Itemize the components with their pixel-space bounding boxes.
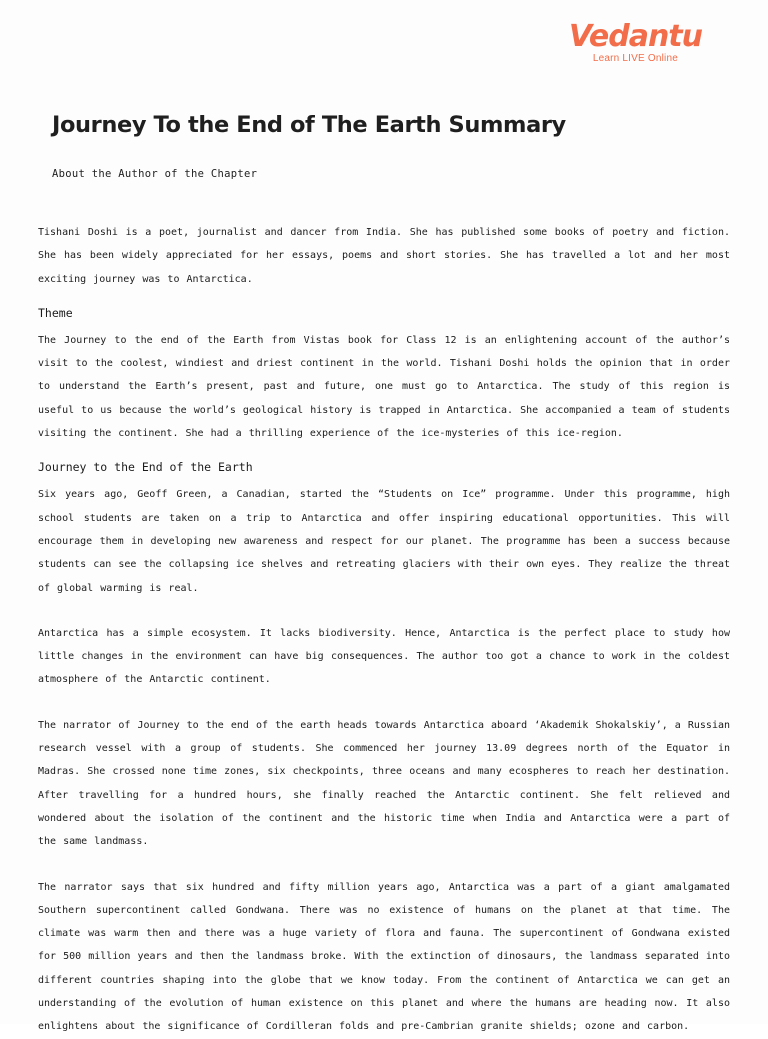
theme-paragraph: The Journey to the end of the Earth from Vistas book for Class 12 is an enlightening account of the author’s visit to the coolest, windiest and driest continent in the world. Tishani Doshi holds the opinion that in order to understand the Earth’s present, past and future, one must go to Antarctica. The study of this region is useful to us because the world’s geological history is trapped in Antarctica. She accompanied a team of students visiting the continent. She had a thrilling experience of the ice-mysteries of this ice-region. bbox=[38, 334, 730, 440]
author-paragraph: Tishani Doshi is a poet, journalist and dancer from India. She has published some books of poetry and fiction. She has been widely appreciated for her essays, poems and short stories. She has travelled a lot and her most exciting journey was to Antarctica. bbox=[38, 227, 730, 285]
journey-paragraph-3: The narrator of Journey to the end of the earth heads towards Antarctica aboard ‘Akademik Shokalskiy’, a Russian research vessel with a group of students. She commenced her journey 13.09 degrees north of the Equator in Madras. She crossed none time zones, six checkpoints, three oceans and many ecospheres to reach her destination. After travelling for a hundred hours, she finally reached the Antarctic continent. She felt relieved and wondered about the isolation of the continent and the historic time when India and Antarctica were a part of the same landmass. bbox=[38, 719, 730, 848]
page-title: Journey To the End of The Earth Summary bbox=[52, 112, 566, 138]
journey-heading: Journey to the End of the Earth bbox=[38, 460, 253, 475]
document-body bbox=[38, 221, 730, 1039]
theme-heading: Theme bbox=[38, 305, 73, 320]
vedantu-logo[interactable] bbox=[569, 20, 702, 64]
journey-paragraph-2: Antarctica has a simple ecosystem. It lacks biodiversity. Hence, Antarctica is the perfect place to study how little changes in the environment can have big consequences. The author too got a chance to work in the coldest atmosphere of the Antarctic continent. bbox=[38, 627, 730, 686]
journey-paragraph-4: The narrator says that six hundred and fifty million years ago, Antarctica was a part of a giant amalgamated Southern supercontinent called Gondwana. There was no existence of humans on the planet at that time. The climate was warm then and there was a huge variety of flora and fauna. The supercontinent of Gondwana existed for 500 million years and then the landmass broke. With the extinction of dinosaurs, the landmass separated into different countries shaping into the globe that we know today. From the continent of Antarctica we can get an understanding of the evolution of human existence on this planet and where the humans are heading now. It also enlightens about the significance of Cordilleran folds and pre-Cambrian granite shields; ozone and carbon. bbox=[38, 881, 730, 1033]
logo-wordmark: Vedantu bbox=[568, 19, 702, 54]
logo-tagline: Learn LIVE Online bbox=[592, 53, 678, 64]
journey-paragraph-1: Six years ago, Geoff Green, a Canadian, started the “Students on Ice” programme. Under this programme, high school students are taken on a trip to Antarctica and offer inspiring educational opportunities. This will encourage them in developing new awareness and respect for our planet. The programme has been a success because students can see the collapsing ice shelves and retreating glaciers with their own eyes. They realize the threat of global warming is real. bbox=[38, 489, 730, 594]
page-subtitle: About the Author of the Chapter bbox=[52, 168, 258, 180]
